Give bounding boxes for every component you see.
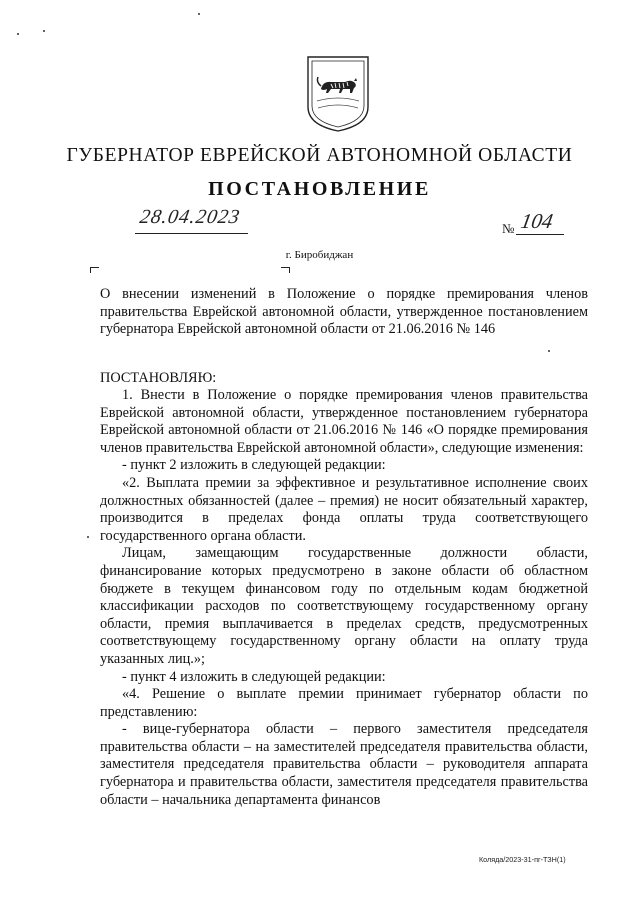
scan-speck	[198, 13, 200, 15]
paragraph: «2. Выплата премии за эффективное и результативное исполнение своих должностных обязанностей (далее – премия) не носит обязательный характер, производится в пределах фонда оплаты труда соответствующего государственного органа области.	[100, 474, 588, 544]
date-underline	[135, 233, 248, 234]
document-subject: О внесении изменений в Положение о порядке премирования членов правительства Еврейской автономной области, утвержденное постановлением губернатора Еврейской автономной области от 21.06.2016 № 146	[100, 286, 588, 337]
paragraph: - пункт 2 изложить в следующей редакции:	[122, 457, 386, 474]
paragraph: Лицам, замещающим государственные должности области, финансирование которых предусмотрено в законе области об областном бюджете в текущем финансовом году по отдельным кодам бюджетной классификации расходов по соответствующему государственному органу области, премия выплачивается в пределах средств, предусмотренных соответствующему государственному органу области на оплату труда указанных лиц.»;	[100, 545, 588, 667]
decree-word: ПОСТАНОВЛЯЮ:	[100, 370, 217, 386]
paragraph: «4. Решение о выплате премии принимает губернатор области по представлению:	[100, 686, 588, 720]
number-label: №	[502, 221, 515, 236]
issuer-title: ГУБЕРНАТОР ЕВРЕЙСКОЙ АВТОНОМНОЙ ОБЛАСТИ	[66, 145, 573, 166]
scan-speck	[87, 536, 89, 538]
paragraph: - вице-губернатора области – первого заместителя председателя правительства области – на заместителей председателя правительства области, заместителя председателя правительства области – руководителя аппарата губернатора и правительства области, заместителя председателя правительства области – начальника департамента финансов	[100, 721, 588, 808]
document-type: ПОСТАНОВЛЕНИЕ	[208, 178, 431, 200]
handwritten-number: 104	[518, 209, 555, 233]
paragraph: 1. Внести в Положение о порядке премирования членов правительства Еврейской автономной области, утвержденное постановлением губернатора Еврейской автономной области от 21.06.2016 № 146 «О порядке премирования членов правительства Еврейской автономной области», следующие изменения:	[100, 387, 588, 456]
scan-speck	[548, 350, 550, 352]
paragraph: - пункт 4 изложить в следующей редакции:	[122, 668, 386, 685]
number-underline	[516, 234, 564, 235]
corner-mark-left	[90, 267, 99, 273]
corner-mark-right	[281, 267, 290, 273]
scan-speck	[43, 30, 45, 32]
scan-speck	[17, 33, 19, 35]
handwritten-date: 28.04.2023	[138, 206, 243, 228]
city: г. Биробиджан	[285, 249, 354, 261]
coat-of-arms-tiger-icon	[305, 55, 371, 133]
document-body	[100, 387, 588, 809]
document-code: Коляда/2023-31-пг-ТЗН(1)	[479, 855, 566, 864]
